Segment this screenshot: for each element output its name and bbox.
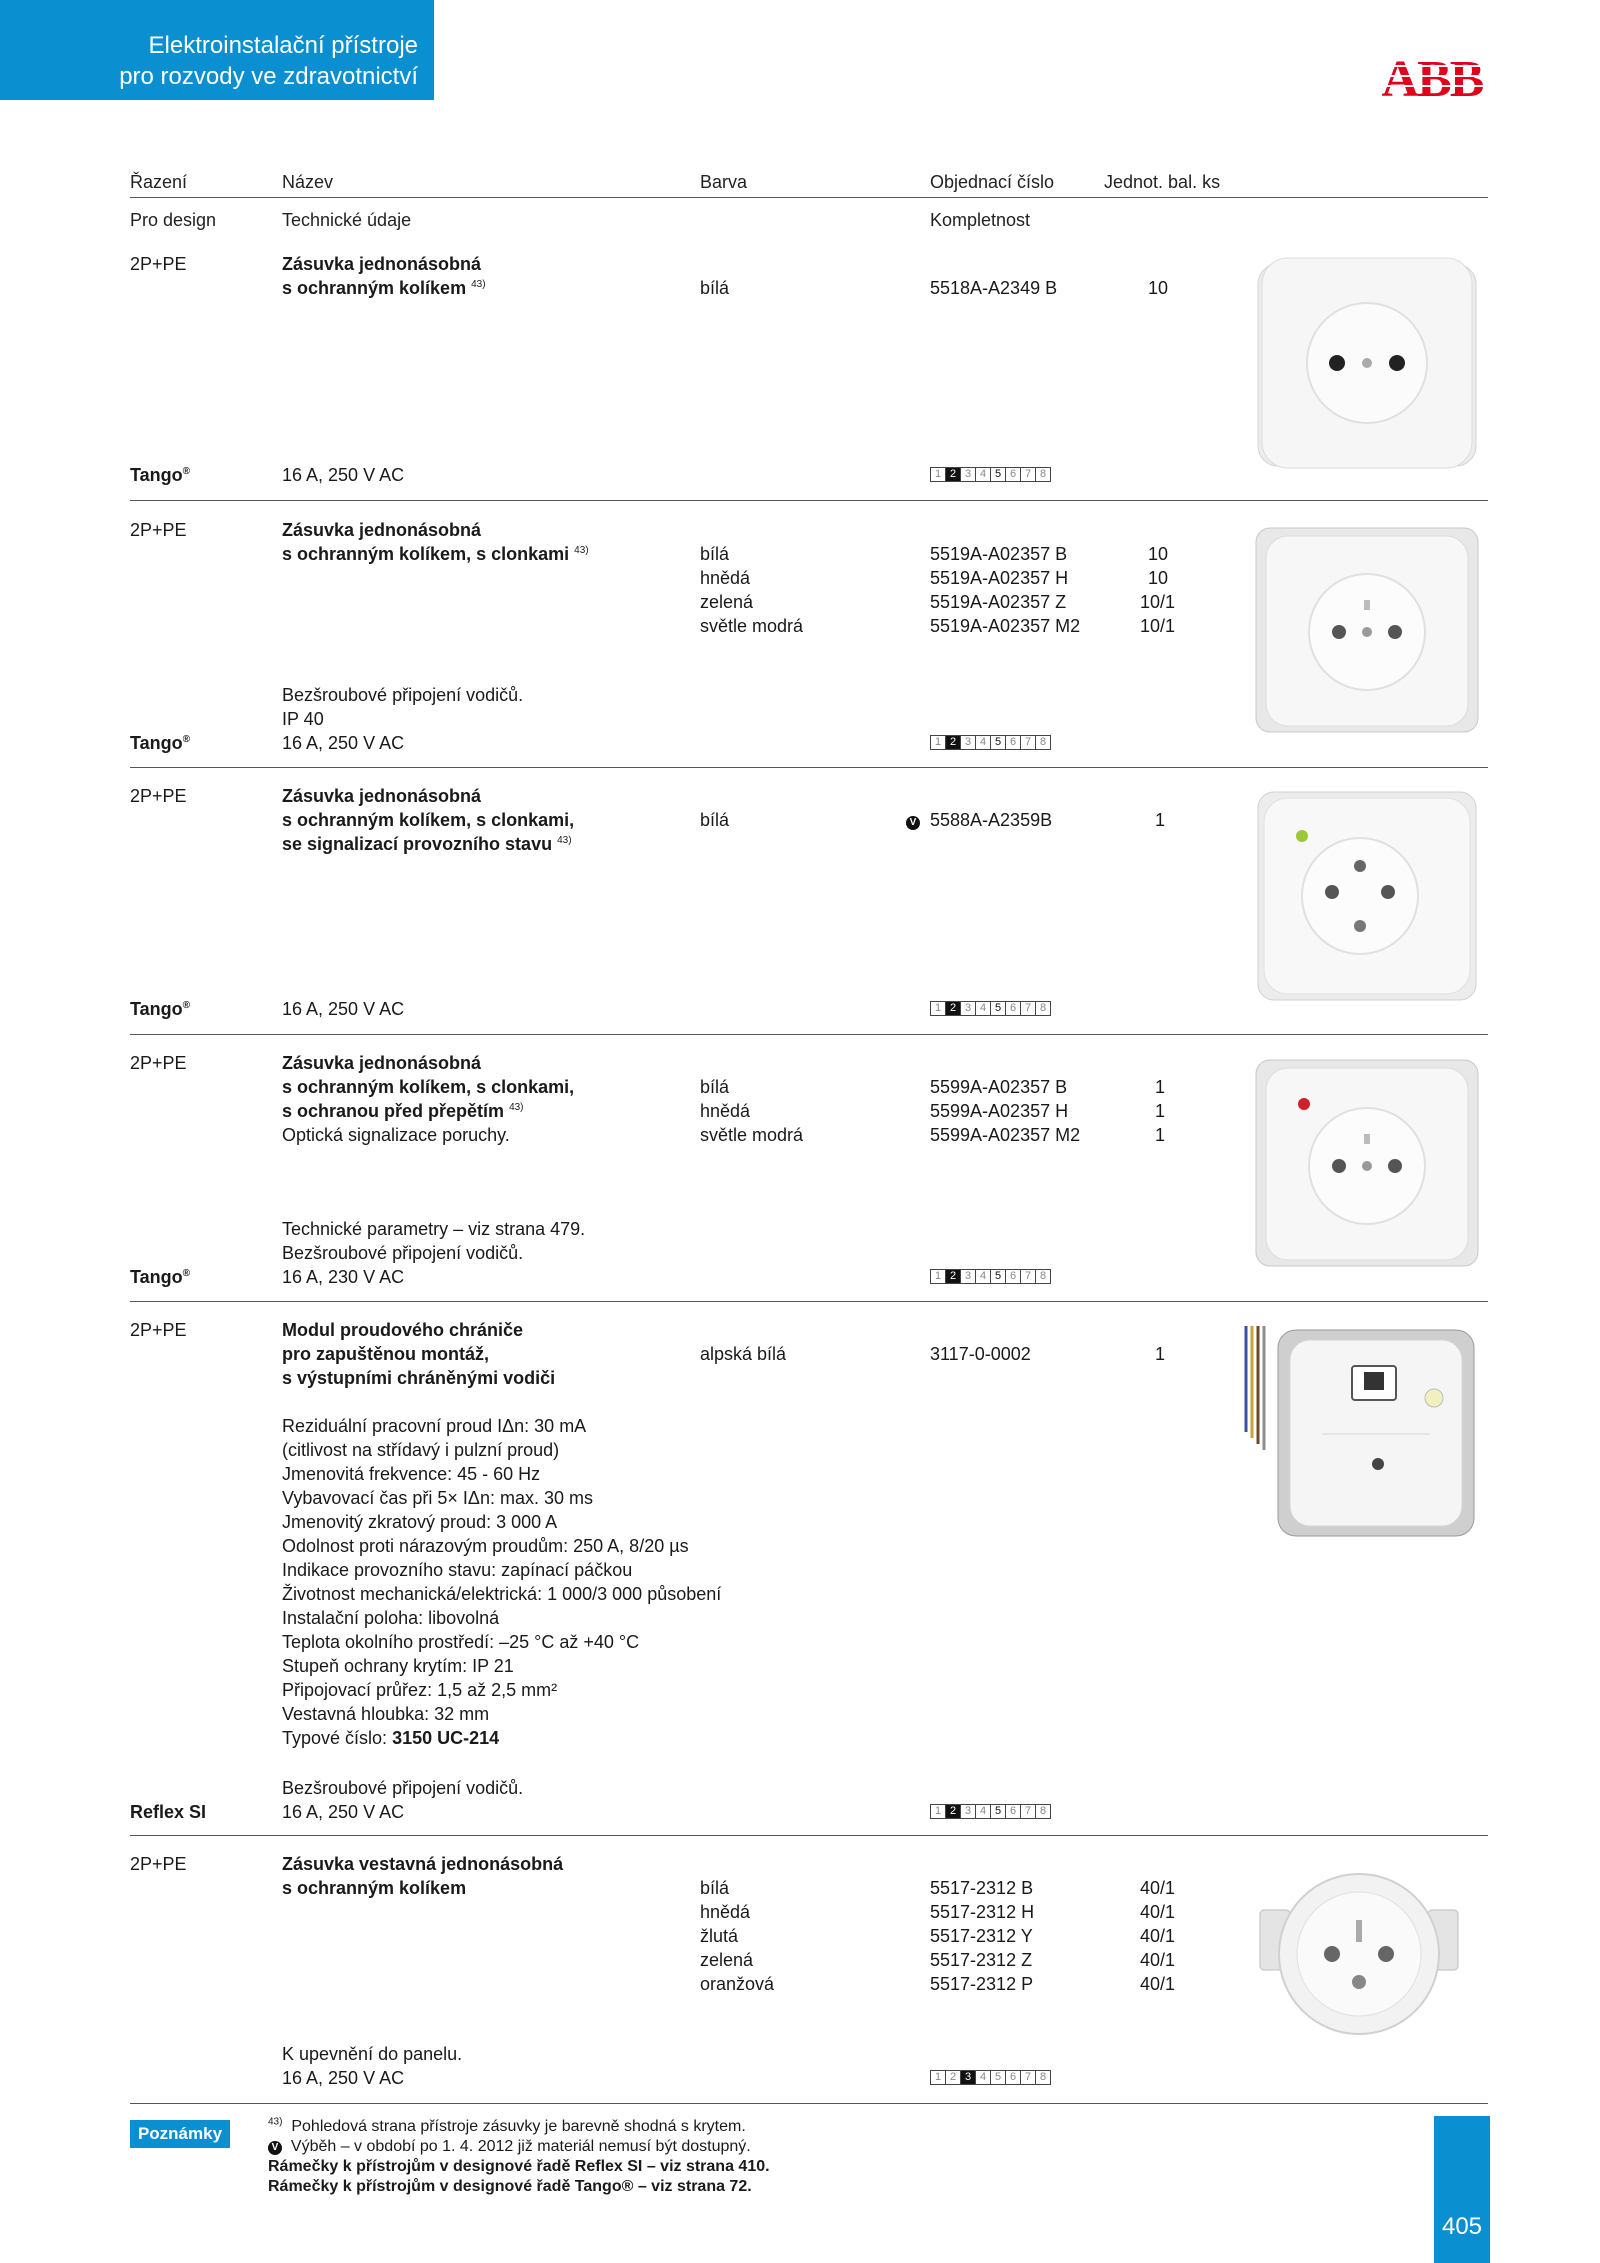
col-objednaci: Objednací číslo <box>930 172 1055 192</box>
note-line: $^{43)}$ Pohledová strana přístroje zásuvky je barevně shodná s krytem. <box>268 2116 746 2135</box>
design-line: Tango® <box>130 999 191 1019</box>
strip-cell: 5 <box>990 1269 1006 1284</box>
strip-cell: 7 <box>1020 1269 1036 1284</box>
socket-image <box>1254 256 1480 474</box>
strip-cell: 5 <box>990 2070 1006 2085</box>
strip-cell: 4 <box>975 2070 991 2085</box>
divider <box>130 2103 1488 2104</box>
completeness-strip <box>930 735 1050 750</box>
completeness-strip <box>930 467 1050 482</box>
razeni: 2P+PE <box>130 1320 187 1340</box>
pack-qty: 40/1 <box>1140 1878 1176 1898</box>
note-line: V Výběh – v období po 1. 4. 2012 již materiál nemusí být dostupný. <box>268 2137 751 2157</box>
type-number: Typové číslo: 3150 UC-214 <box>282 1728 500 1748</box>
strip-cell: 7 <box>1020 467 1036 482</box>
product-title: pro zapuštěnou montáž, <box>282 1344 489 1364</box>
razeni: 2P+PE <box>130 1854 187 1874</box>
param-line: Životnost mechanická/elektrická: 1 000/3 000 působení <box>282 1584 722 1604</box>
order-code: 5519A-A02357 B <box>930 544 1068 564</box>
param-line: Stupeň ochrany krytím: IP 21 <box>282 1656 514 1676</box>
header-banner <box>0 0 434 100</box>
color-value: zelená <box>700 592 754 612</box>
strip-cell: 2 <box>945 1804 961 1819</box>
rcd-module-image <box>1238 1322 1480 1540</box>
color-value: žlutá <box>700 1926 739 1946</box>
color-value: hnědá <box>700 1902 751 1922</box>
strip-cell: 5 <box>990 467 1006 482</box>
header-title-line2: pro rozvody ve zdravotnictví <box>119 63 418 90</box>
order-code: 5517-2312 Z <box>930 1950 1033 1970</box>
svg-text:ABB: ABB <box>1381 54 1483 100</box>
pack-qty: 1 <box>1155 810 1166 830</box>
design-line: Tango® <box>130 465 191 485</box>
strip-cell: 8 <box>1035 2070 1051 2085</box>
strip-cell: 2 <box>945 467 961 482</box>
tech-note: Technické parametry – viz strana 479. <box>282 1219 586 1239</box>
strip-cell: 6 <box>1005 1804 1021 1819</box>
param-line: Jmenovitý zkratový proud: 3 000 A <box>282 1512 558 1532</box>
order-code: 3117-0-0002 <box>930 1344 1031 1364</box>
product-title: se signalizací provozního stavu $^{43)}$ <box>282 834 572 854</box>
strip-cell: 1 <box>930 2070 946 2085</box>
strip-cell: 5 <box>990 1001 1006 1016</box>
tech-note: Bezšroubové připojení vodičů. <box>282 685 524 705</box>
strip-cell: 2 <box>945 1269 961 1284</box>
color-value: bílá <box>700 1878 730 1898</box>
param-line: Odolnost proti nárazovým proudům: 250 A, 8/20 µs <box>282 1536 689 1556</box>
strip-cell: 6 <box>1005 1001 1021 1016</box>
param-line: Vestavná hloubka: 32 mm <box>282 1704 490 1724</box>
pack-qty: 10/1 <box>1140 616 1176 636</box>
tech-note: K upevnění do panelu. <box>282 2044 463 2064</box>
spec: 16 A, 250 V AC <box>282 999 405 1019</box>
strip-cell: 2 <box>945 1001 961 1016</box>
socket-image <box>1254 788 1480 1006</box>
param-line: Instalační poloha: libovolná <box>282 1608 500 1628</box>
product-title: s ochranou před přepětím $^{43)}$ <box>282 1101 524 1121</box>
strip-cell: 7 <box>1020 1001 1036 1016</box>
tech-note: Bezšroubové připojení vodičů. <box>282 1243 524 1263</box>
tech-note: Bezšroubové připojení vodičů. <box>282 1778 524 1798</box>
strip-cell: 6 <box>1005 735 1021 750</box>
spec: 16 A, 250 V AC <box>282 2068 405 2088</box>
strip-cell: 5 <box>990 1804 1006 1819</box>
strip-cell: 3 <box>960 467 976 482</box>
design-line: Tango® <box>130 733 191 753</box>
order-code: 5599A-A02357 B <box>930 1077 1068 1097</box>
col-razeni: Řazení <box>130 172 188 192</box>
razeni: 2P+PE <box>130 1053 187 1073</box>
strip-cell: 5 <box>990 735 1006 750</box>
order-code: 5588A-A2359B <box>930 810 1053 830</box>
color-value: bílá <box>700 544 730 564</box>
col-nazev: Název <box>282 172 334 192</box>
divider <box>130 197 1488 198</box>
col-barva: Barva <box>700 172 748 192</box>
col-kompletnost: Kompletnost <box>930 210 1031 230</box>
runout-mark: V <box>906 808 920 832</box>
pack-qty: 10 <box>1148 568 1169 588</box>
strip-cell: 7 <box>1020 735 1036 750</box>
product-title: s výstupními chráněnými vodiči <box>282 1368 556 1388</box>
divider <box>130 500 1488 501</box>
note-line: Rámečky k přístrojům v designové řadě Tango® – viz strana 72. <box>268 2178 752 2195</box>
tech-note: IP 40 <box>282 709 324 729</box>
color-value: zelená <box>700 1950 754 1970</box>
product-title: s ochranným kolíkem <box>282 1878 467 1898</box>
product-title: s ochranným kolíkem, s clonkami, <box>282 810 575 830</box>
order-code: 5518A-A2349 B <box>930 278 1058 298</box>
strip-cell: 8 <box>1035 1269 1051 1284</box>
spec: 16 A, 250 V AC <box>282 733 405 753</box>
page-number-box <box>1434 2116 1490 2263</box>
spec: 16 A, 250 V AC <box>282 465 405 485</box>
strip-cell: 3 <box>960 1804 976 1819</box>
product-title: Zásuvka jednonásobná <box>282 1053 482 1073</box>
col-jednot: Jednot. bal. ks <box>1104 172 1221 192</box>
color-value: bílá <box>700 810 730 830</box>
product-title: Modul proudového chrániče <box>282 1320 524 1340</box>
color-value: alpská bílá <box>700 1344 787 1364</box>
strip-cell: 8 <box>1035 1804 1051 1819</box>
strip-cell: 6 <box>1005 2070 1021 2085</box>
razeni: 2P+PE <box>130 786 187 806</box>
color-value: hnědá <box>700 568 751 588</box>
product-title: s ochranným kolíkem $^{43)}$ <box>282 278 486 298</box>
col-technicke: Technické údaje <box>282 210 412 230</box>
spec: 16 A, 250 V AC <box>282 1802 405 1822</box>
order-code: 5517-2312 B <box>930 1878 1034 1898</box>
strip-cell: 4 <box>975 1269 991 1284</box>
pack-qty: 10 <box>1148 278 1169 298</box>
pack-qty: 10/1 <box>1140 592 1176 612</box>
strip-cell: 1 <box>930 467 946 482</box>
product-title: s ochranným kolíkem, s clonkami $^{43)}$ <box>282 544 589 564</box>
abb-logo <box>1376 54 1488 100</box>
param-line: Indikace provozního stavu: zapínací páčkou <box>282 1560 633 1580</box>
socket-image <box>1256 1870 1462 2036</box>
order-code: 5599A-A02357 M2 <box>930 1125 1081 1145</box>
strip-cell: 8 <box>1035 467 1051 482</box>
strip-cell: 7 <box>1020 2070 1036 2085</box>
color-value: světle modrá <box>700 1125 804 1145</box>
strip-cell: 4 <box>975 467 991 482</box>
pack-qty: 1 <box>1155 1344 1166 1364</box>
param-line: Jmenovitá frekvence: 45 - 60 Hz <box>282 1464 541 1484</box>
strip-cell: 3 <box>960 2070 976 2085</box>
socket-image <box>1254 1056 1480 1272</box>
color-value: bílá <box>700 1077 730 1097</box>
product-title: Zásuvka vestavná jednonásobná <box>282 1854 564 1874</box>
strip-cell: 4 <box>975 1804 991 1819</box>
divider <box>130 1835 1488 1836</box>
spec: 16 A, 230 V AC <box>282 1267 405 1287</box>
divider <box>130 1034 1488 1035</box>
product-title: Zásuvka jednonásobná <box>282 786 482 806</box>
strip-cell: 2 <box>945 2070 961 2085</box>
strip-cell: 3 <box>960 1001 976 1016</box>
divider <box>130 767 1488 768</box>
strip-cell: 8 <box>1035 1001 1051 1016</box>
completeness-strip <box>930 1269 1050 1284</box>
color-value: hnědá <box>700 1101 751 1121</box>
note-line: Rámečky k přístrojům v designové řadě Reflex SI – viz strana 410. <box>268 2158 770 2175</box>
param-line: Připojovací průřez: 1,5 až 2,5 mm² <box>282 1680 558 1700</box>
param-line: (citlivost na střídavý i pulzní proud) <box>282 1440 560 1460</box>
strip-cell: 3 <box>960 1269 976 1284</box>
strip-cell: 3 <box>960 735 976 750</box>
product-title: Zásuvka jednonásobná <box>282 254 482 274</box>
param-line: Teplota okolního prostředí: –25 °C až +40 °C <box>282 1632 640 1652</box>
pack-qty: 10 <box>1148 544 1169 564</box>
order-code: 5517-2312 H <box>930 1902 1035 1922</box>
strip-cell: 6 <box>1005 467 1021 482</box>
pack-qty: 1 <box>1155 1101 1166 1121</box>
strip-cell: 6 <box>1005 1269 1021 1284</box>
completeness-strip <box>930 1804 1050 1819</box>
order-code: 5517-2312 P <box>930 1974 1034 1994</box>
param-line: Reziduální pracovní proud IΔn: 30 mA <box>282 1416 587 1436</box>
color-value: oranžová <box>700 1974 775 1994</box>
header-title-line1: Elektroinstalační přístroje <box>148 32 418 59</box>
order-code: 5599A-A02357 H <box>930 1101 1069 1121</box>
socket-image <box>1254 522 1480 736</box>
strip-cell: 1 <box>930 1269 946 1284</box>
product-title: Zásuvka jednonásobná <box>282 520 482 540</box>
param-line: Vybavovací čas při 5× IΔn: max. 30 ms <box>282 1488 593 1508</box>
completeness-strip <box>930 2070 1050 2085</box>
strip-cell: 2 <box>945 735 961 750</box>
col-prodesign: Pro design <box>130 210 217 230</box>
product-title: s ochranným kolíkem, s clonkami, <box>282 1077 575 1097</box>
order-code: 5517-2312 Y <box>930 1926 1033 1946</box>
color-value: světle modrá <box>700 616 804 636</box>
strip-cell: 4 <box>975 735 991 750</box>
page-number: 405 <box>1441 2213 1483 2240</box>
pack-qty: 40/1 <box>1140 1926 1176 1946</box>
completeness-strip <box>930 1001 1050 1016</box>
pack-qty: 1 <box>1155 1077 1166 1097</box>
razeni: 2P+PE <box>130 254 187 274</box>
pack-qty: 40/1 <box>1140 1950 1176 1970</box>
product-extra: Optická signalizace poruchy. <box>282 1125 510 1145</box>
order-code: 5519A-A02357 H <box>930 568 1069 588</box>
pack-qty: 40/1 <box>1140 1902 1176 1922</box>
color-value: bílá <box>700 278 730 298</box>
strip-cell: 4 <box>975 1001 991 1016</box>
strip-cell: 1 <box>930 1001 946 1016</box>
strip-cell: 1 <box>930 735 946 750</box>
order-code: 5519A-A02357 Z <box>930 592 1067 612</box>
order-code: 5519A-A02357 M2 <box>930 616 1081 636</box>
razeni: 2P+PE <box>130 520 187 540</box>
strip-cell: 1 <box>930 1804 946 1819</box>
design-line: Reflex SI <box>130 1802 207 1822</box>
pack-qty: 1 <box>1155 1125 1166 1145</box>
divider <box>130 1301 1488 1302</box>
strip-cell: 8 <box>1035 735 1051 750</box>
pack-qty: 40/1 <box>1140 1974 1176 1994</box>
strip-cell: 7 <box>1020 1804 1036 1819</box>
design-line: Tango® <box>130 1267 191 1287</box>
notes-label: Poznámky <box>130 2120 230 2148</box>
